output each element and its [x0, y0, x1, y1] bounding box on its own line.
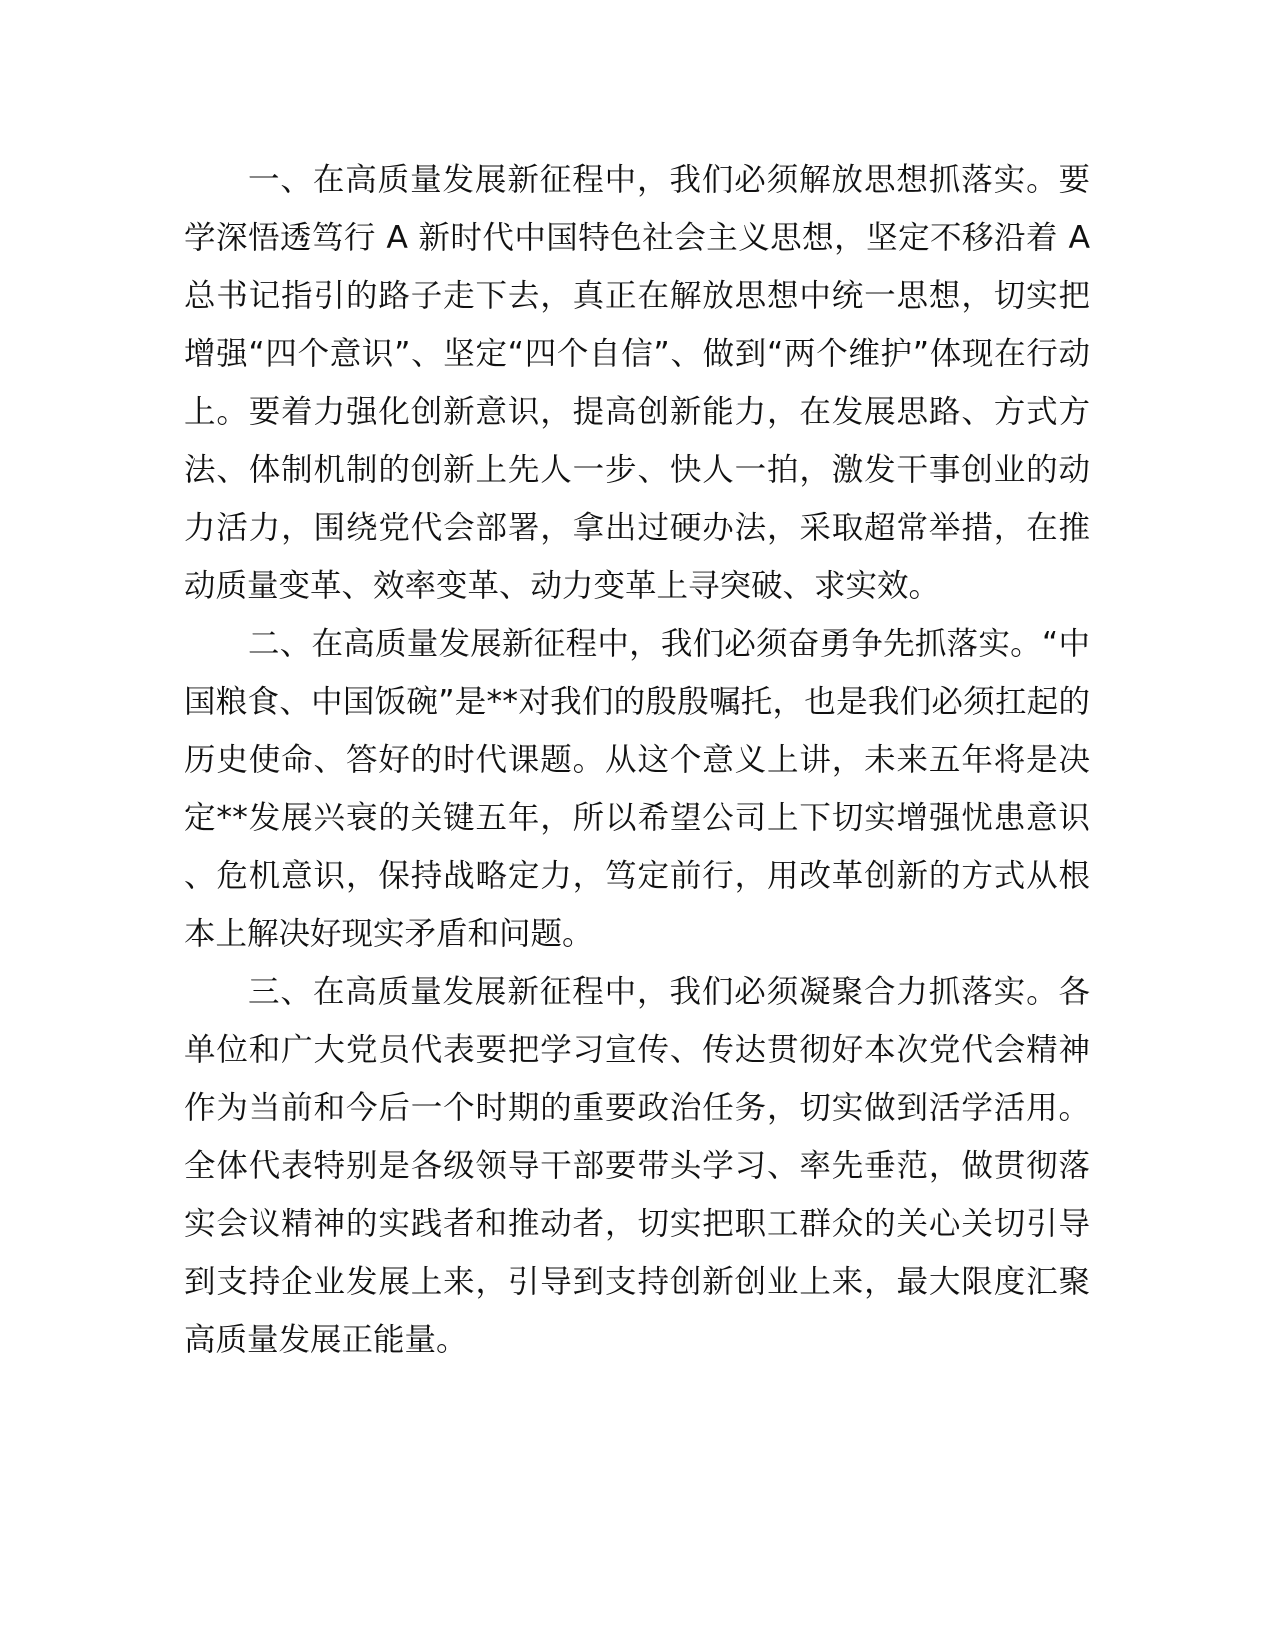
paragraph-3: 三、在高质量发展新征程中，我们必须凝聚合力抓落实。各单位和广大党员代表要把学习宣传、传达贯彻好本次党代会精神作为当前和今后一个时期的重要政治任务，切实做到活学活用。全体代表特别是各级领导干部要带头学习、率先垂范，做贯彻落实会议精神的实践者和推动者，切实把职工群众的关心关切引导到支持企业发展上来，引导到支持创新创业上来，最大限度汇聚高质量发展正能量。	[184, 974, 1090, 1358]
document-body	[184, 151, 1090, 1369]
paragraph-2: 二、在高质量发展新征程中，我们必须奋勇争先抓落实。“中国粮食、中国饭碗”是**对我们的殷殷嘱托，也是我们必须扛起的历史使命、答好的时代课题。从这个意义上讲，未来五年将是决定**发展兴衰的关键五年，所以希望公司上下切实增强忧患意识、危机意识，保持战略定力，笃定前行，用改革创新的方式从根本上解决好现实矛盾和问题。	[184, 626, 1090, 952]
paragraph-1: 一、在高质量发展新征程中，我们必须解放思想抓落实。要学深悟透笃行 A 新时代中国特色社会主义思想，坚定不移沿着 A 总书记指引的路子走下去，真正在解放思想中统一思想，切实把增强“四个意识”、坚定“四个自信”、做到“两个维护”体现在行动上。要着力强化创新意识，提高创新能力，在发展思路、方式方法、体制机制的创新上先人一步、快人一拍，激发干事创业的动力活力，围绕党代会部署，拿出过硬办法，采取超常举措，在推动质量变革、效率变革、动力变革上寻突破、求实效。	[184, 162, 1090, 604]
